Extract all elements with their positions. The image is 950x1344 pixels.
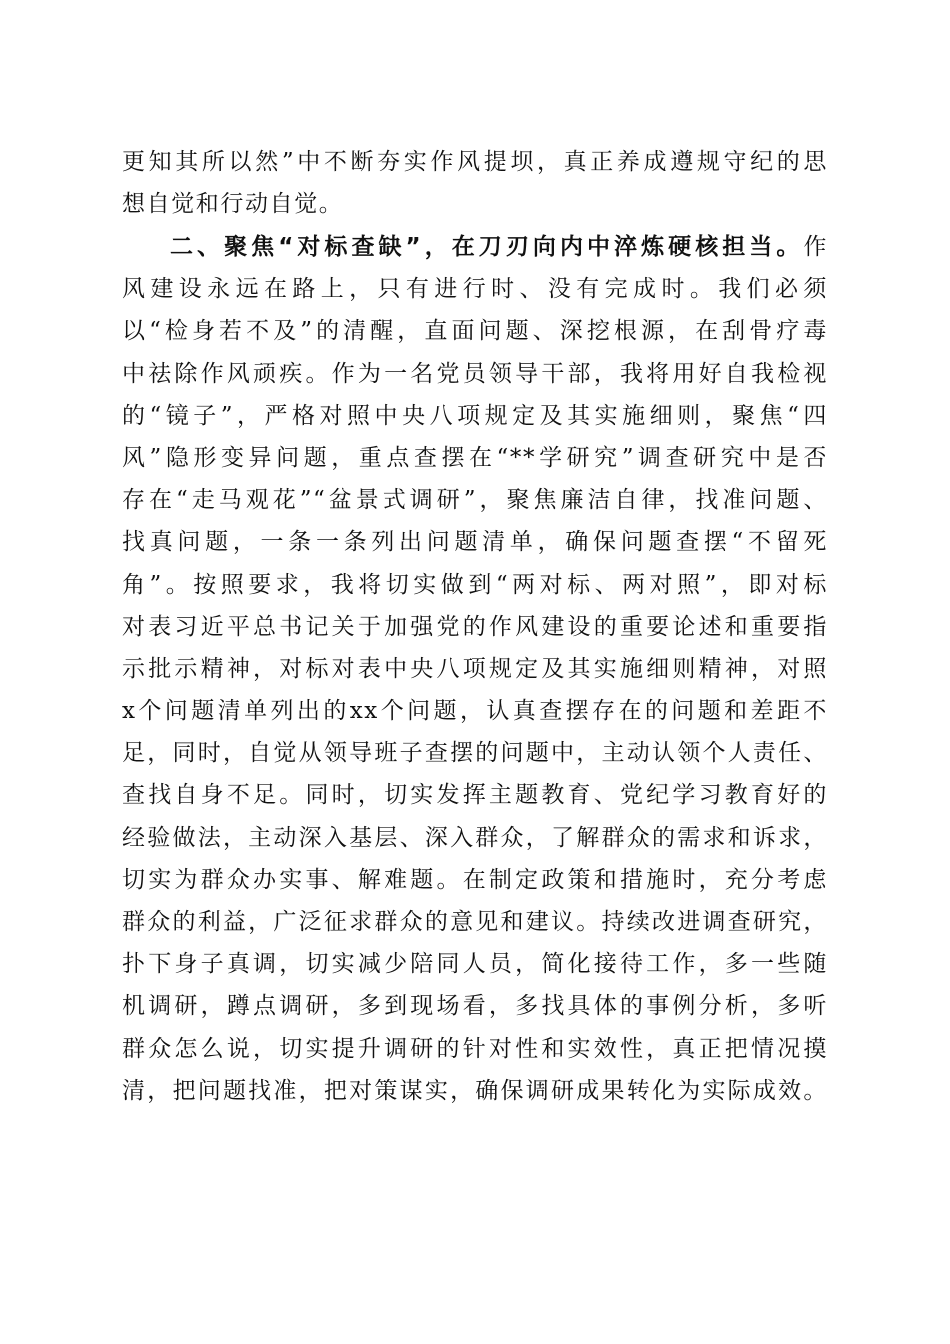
text-line: 示批示精神，对标对表中央八项规定及其实施细则精神，对照 [122,655,828,682]
text-line: 以“检身若不及”的清醒，直面问题、深挖根源，在刮骨疗毒 [122,318,828,345]
text-line: 找真问题，一条一条列出问题清单，确保问题查摆“不留死 [122,529,828,556]
section-heading-line [122,226,828,268]
text-line: 群众怎么说，切实提升调研的针对性和实效性，真正把情况摸 [122,1035,828,1062]
text-line: 群众的利益，广泛征求群众的意见和建议。持续改进调查研究， [122,909,828,935]
text-line: 切实为群众办实事、解难题。在制定政策和措施时，充分考虑 [122,866,828,893]
text-line: 机调研，蹲点调研，多到现场看，多找具体的事例分析，多听 [122,993,828,1020]
text-line: 经验做法，主动深入基层、深入群众，了解群众的需求和诉求， [122,824,828,851]
text-line: 风建设永远在路上，只有进行时、没有完成时。我们必须 [122,276,828,303]
text-line: 对表习近平总书记关于加强党的作风建设的重要论述和重要指 [122,613,828,640]
text-line: 的“镜子”，严格对照中央八项规定及其实施细则，聚焦“四 [122,402,828,429]
text-line: 扑下身子真调，切实减少陪同人员，简化接待工作，多一些随 [122,951,828,978]
text-line: 风”隐形变异问题，重点查摆在“**学研究”调查研究中是否 [122,444,828,471]
paragraph-section-two [122,226,828,1112]
text-fragment: 作 [803,234,828,260]
text-line: 查找自身不足。同时，切实发挥主题教育、党纪学习教育好的 [122,782,828,809]
text-line: 更知其所以然”中不断夯实作风提坝，真正养成遵规守纪的思 [122,149,828,175]
text-line: 角”。按照要求，我将切实做到“两对标、两对照”，即对标 [122,571,828,598]
text-line: x个问题清单列出的xx个问题，认真查摆存在的问题和差距不 [122,698,828,725]
paragraph-continuation [122,141,828,225]
text-line: 足，同时，自觉从领导班子查摆的问题中，主动认领个人责任、 [122,740,828,767]
text-line: 想自觉和行动自觉。 [122,191,344,218]
text-line: 清，把问题找准，把对策谋实，确保调研成果转化为实际成效。 [122,1077,828,1104]
text-line: 中祛除作风顽疾。作为一名党员领导干部，我将用好自我检视 [122,360,828,387]
section-heading: 二、聚焦“对标查缺”，在刀刃向内中淬炼硬核担当。 [170,234,804,260]
text-line: 存在“走马观花”“盆景式调研”，聚焦廉洁自律，找准问题、 [122,487,828,514]
